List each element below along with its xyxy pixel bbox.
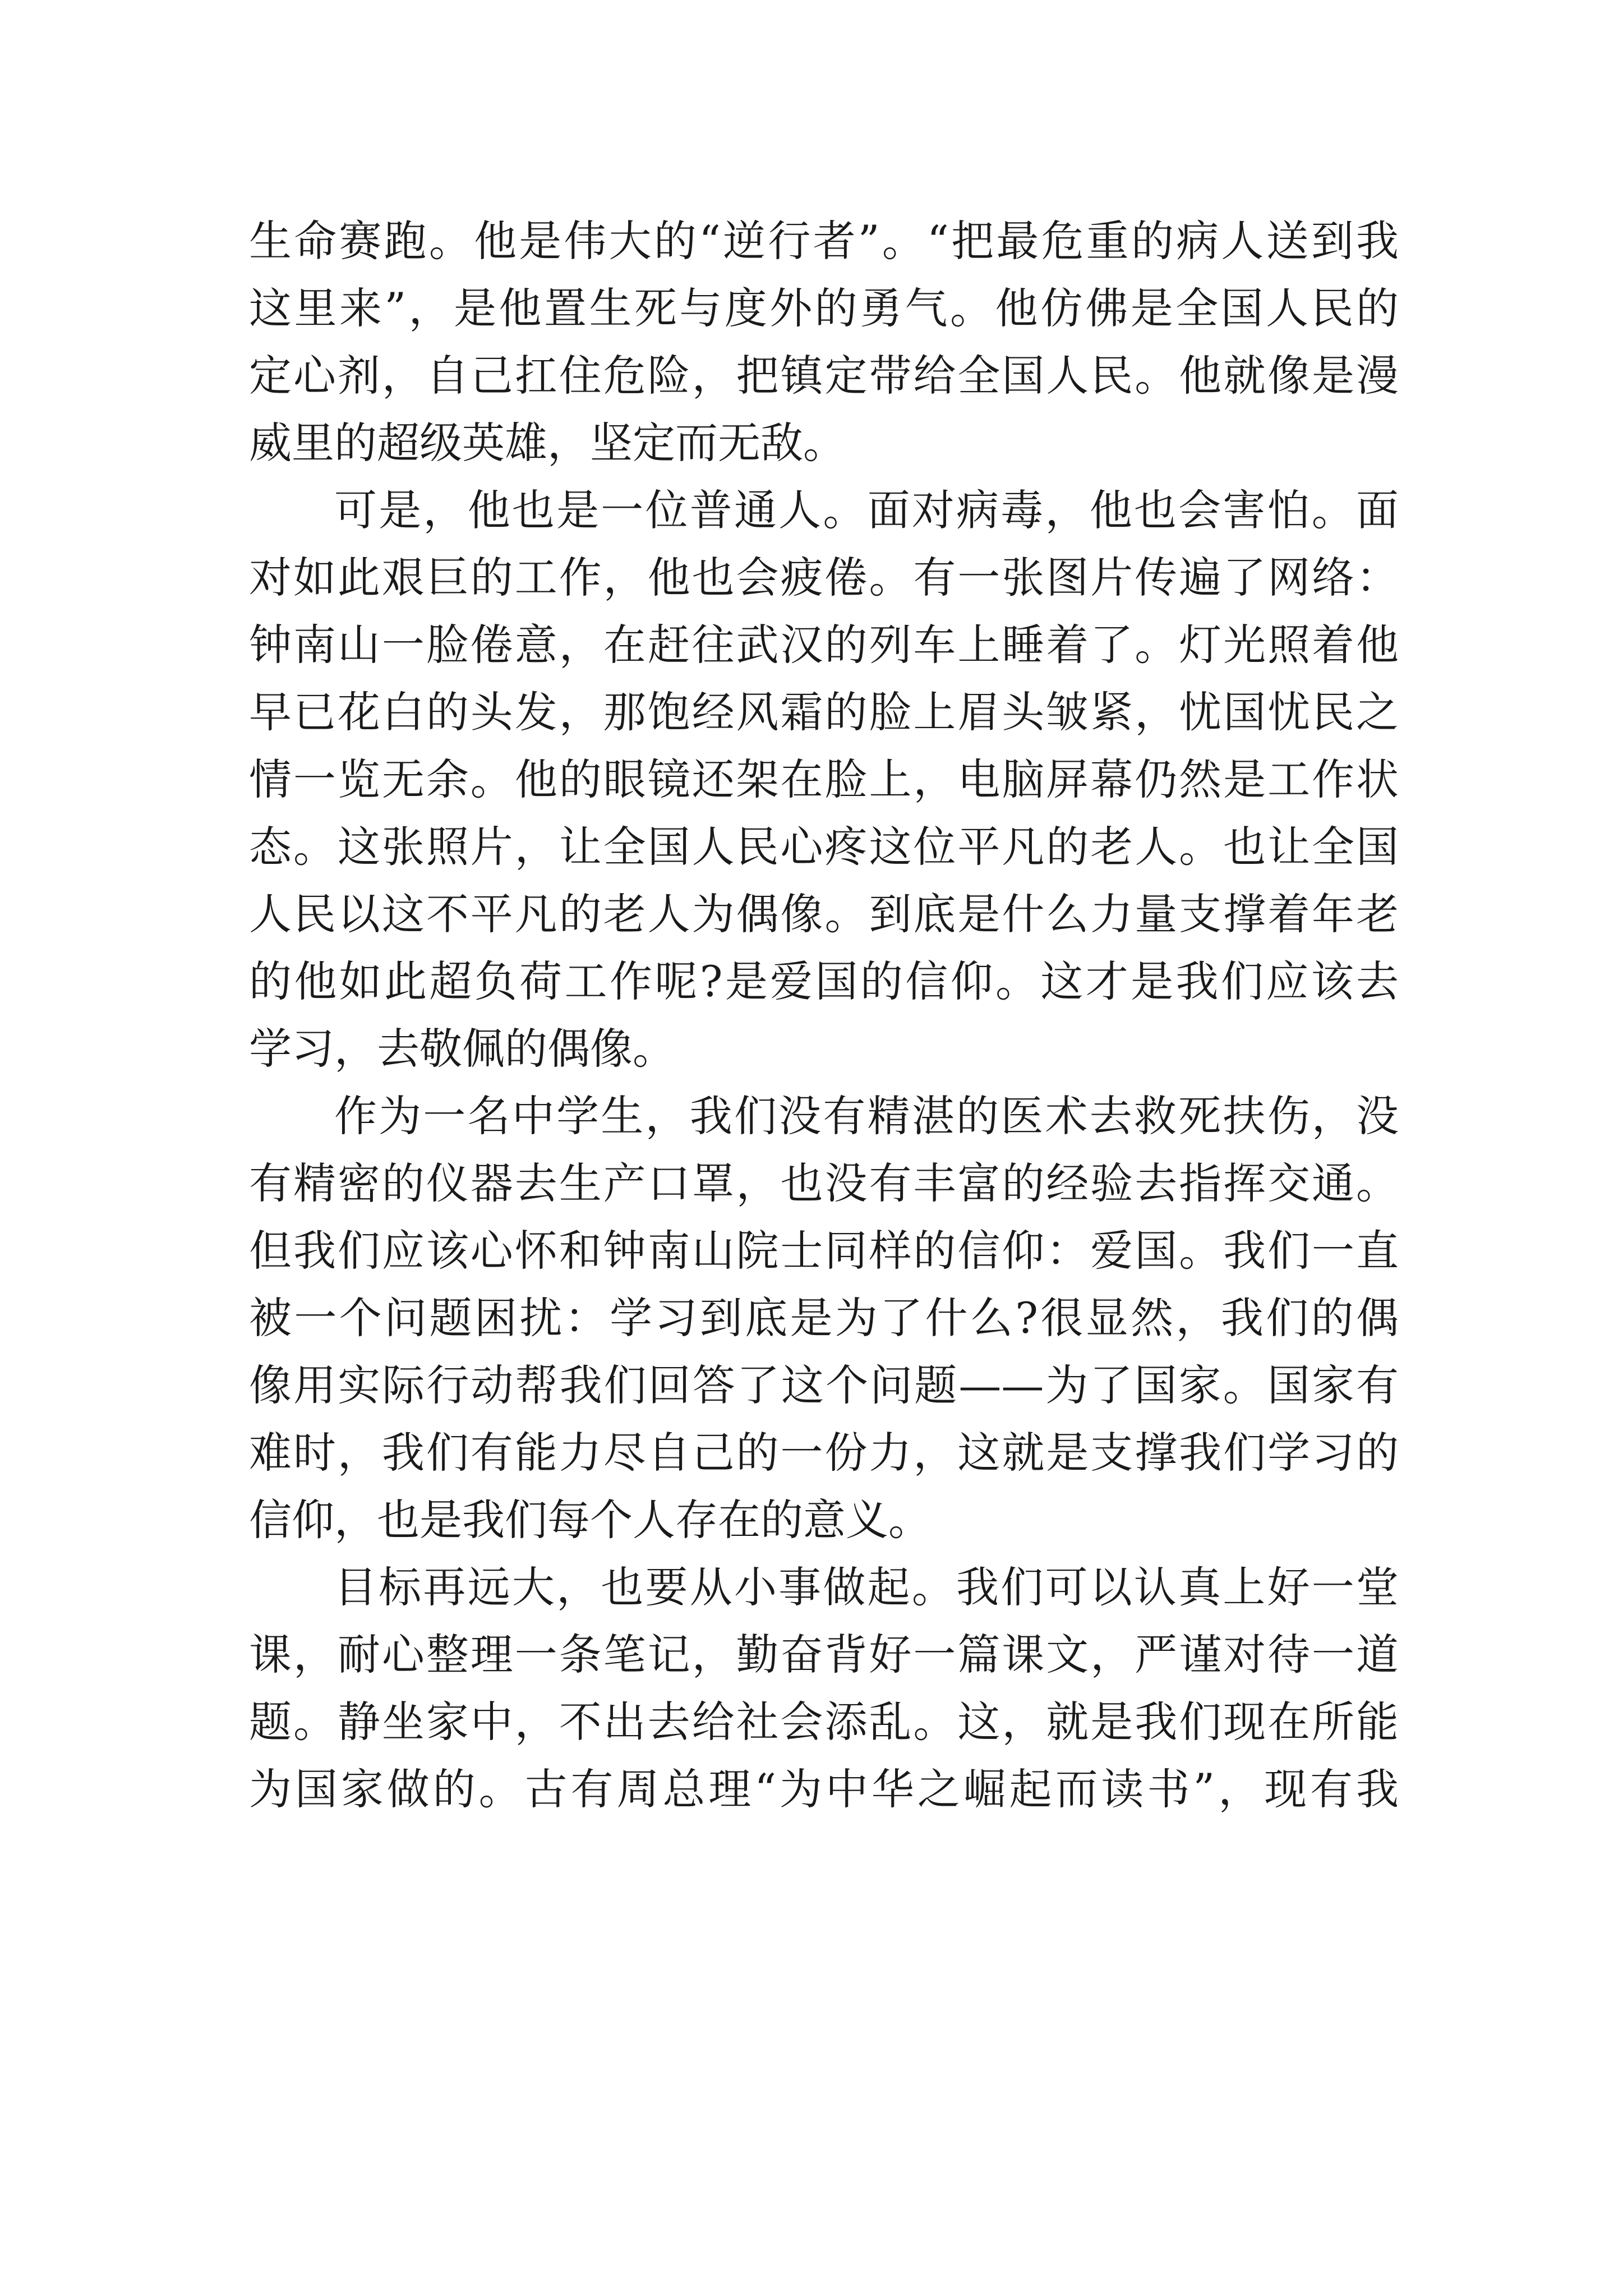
- paragraph-4: [249, 1554, 1399, 1823]
- text-line: 态。这张照片，让全国人民心疼这位平凡的老人。也让全国: [249, 822, 1399, 872]
- text-line: 对如此艰巨的工作，他也会疲倦。有一张图片传遍了网络：: [249, 553, 1399, 602]
- text-line: 信仰，也是我们每个人存在的意义。: [249, 1495, 931, 1545]
- text-line: 威里的超级英雄，坚定而无敌。: [249, 418, 846, 468]
- text-line: 的他如此超负荷工作呢?是爱国的信仰。这才是我们应该去: [249, 956, 1399, 1006]
- text-line: 钟南山一脸倦意，在赶往武汉的列车上睡着了。灯光照着他: [249, 620, 1399, 670]
- text-line: 人民以这不平凡的老人为偶像。到底是什么力量支撑着年老: [249, 889, 1399, 939]
- text-line: 有精密的仪器去生产口罩，也没有丰富的经验去指挥交通。: [249, 1158, 1399, 1208]
- text-line: 学习，去敬佩的偶像。: [249, 1024, 675, 1074]
- text-line: 目标再远大，也要从小事做起。我们可以认真上好一堂: [334, 1562, 1399, 1612]
- text-line: 可是，他也是一位普通人。面对病毒，他也会害怕。面: [334, 485, 1399, 535]
- document-body: [249, 208, 1399, 1823]
- text-line: 作为一名中学生，我们没有精湛的医术去救死扶伤，没: [334, 1091, 1399, 1141]
- text-line: 早已花白的头发，那饱经风霜的脸上眉头皱紧，忧国忧民之: [249, 687, 1399, 737]
- text-line: 课，耐心整理一条笔记，勤奋背好一篇课文，严谨对待一道: [249, 1630, 1399, 1680]
- text-line: 但我们应该心怀和钟南山院士同样的信仰：爱国。我们一直: [249, 1226, 1399, 1276]
- paragraph-3: [249, 1083, 1399, 1554]
- text-line: 生命赛跑。他是伟大的“逆行者”。“把最危重的病人送到我: [249, 216, 1399, 266]
- text-line: 为国家做的。古有周总理“为中华之崛起而读书”，现有我: [249, 1764, 1399, 1814]
- text-line: 像用实际行动帮我们回答了这个问题——为了国家。国家有: [249, 1360, 1399, 1410]
- text-line: 题。静坐家中，不出去给社会添乱。这，就是我们现在所能: [249, 1697, 1399, 1747]
- text-line: 这里来”，是他置生死与度外的勇气。他仿佛是全国人民的: [249, 283, 1399, 333]
- paragraph-2: [249, 477, 1399, 1083]
- paragraph-1: [249, 208, 1399, 477]
- text-line: 难时，我们有能力尽自己的一份力，这就是支撑我们学习的: [249, 1428, 1399, 1478]
- text-line: 定心剂，自己扛住危险，把镇定带给全国人民。他就像是漫: [249, 351, 1399, 401]
- text-line: 被一个问题困扰：学习到底是为了什么?很显然，我们的偶: [249, 1293, 1399, 1343]
- text-line: 情一览无余。他的眼镜还架在脸上，电脑屏幕仍然是工作状: [249, 754, 1399, 804]
